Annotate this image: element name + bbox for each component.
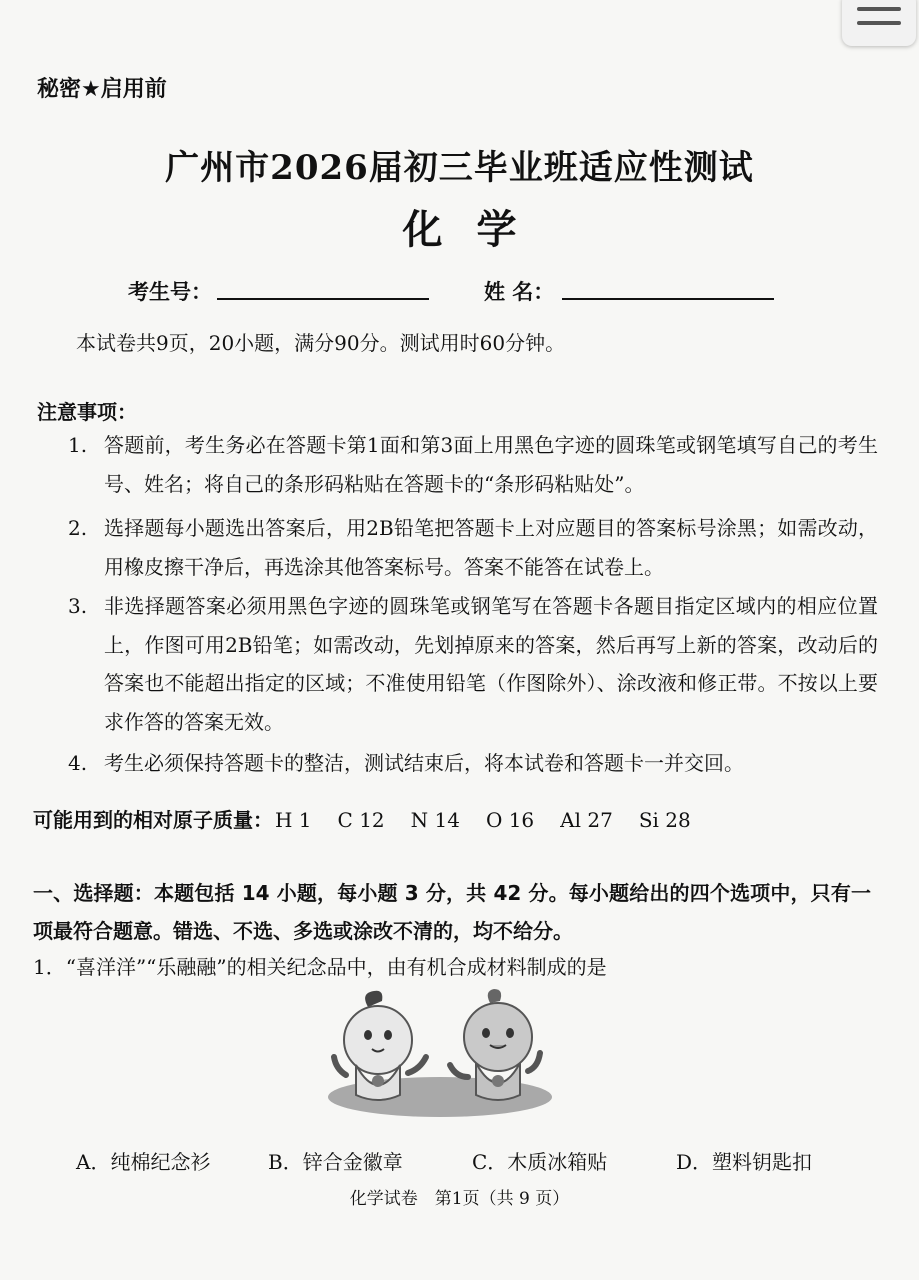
notice-item-number: 4. [68, 751, 88, 775]
name-label: 姓 名： [484, 279, 555, 304]
option-a: A．纯棉纪念衫 [76, 1150, 211, 1174]
option-b: B．锌合金徽章 [268, 1150, 403, 1174]
notice-item [68, 587, 878, 741]
notice-item [68, 509, 878, 586]
notice-item [68, 426, 878, 503]
exam-number-label: 考生号： [128, 279, 212, 304]
option-d: D．塑料钥匙扣 [676, 1150, 813, 1174]
notice-item-text: 选择题每小题选出答案后，用2B铅笔把答题卡上对应题目的答案标号涂黑；如需改动，用橡皮擦干净后，再选涂其他答案标号。答案不能答在试卷上。 [104, 516, 878, 579]
name-line [562, 298, 774, 300]
section-1-instructions: 一、选择题：本题包括 14 小题，每小题 3 分，共 42 分。每小题给出的四个选项中，只有一项最符合题意。错选、不选、多选或涂改不清的，均不给分。 [33, 881, 871, 943]
notice-item-text: 非选择题答案必须用黑色字迹的圆珠笔或钢笔写在答题卡各题目指定区域内的相应位置上，作图可用2B铅笔；如需改动，先划掉原来的答案，然后再写上新的答案，改动后的答案也不能超出指定的区域；不准使用铅笔（作图除外）、涂改液和修正带。不按以上要求作答的答案无效。 [104, 594, 878, 734]
exam-title: 广州市2026届初三毕业班适应性测试 [165, 148, 754, 188]
notice-heading: 注意事项： [37, 400, 137, 424]
atomic-mass: H 1 [275, 808, 312, 832]
notice-item-text: 考生必须保持答题卡的整洁，测试结束后，将本试卷和答题卡一并交回。 [104, 751, 744, 775]
mascot-image [328, 985, 553, 1120]
confidential-label: 秘密★启用前 [37, 77, 167, 102]
option-c: C．木质冰箱贴 [472, 1150, 608, 1174]
question-1-stem: 1．“喜洋洋”“乐融融”的相关纪念品中，由有机合成材料制成的是 [33, 955, 607, 979]
notice-item-number: 1. [68, 433, 88, 457]
menu-button[interactable] [842, 0, 916, 46]
exam-number-line [217, 298, 429, 300]
notice-item-number: 2. [68, 516, 88, 540]
atomic-mass: C 12 [337, 808, 385, 832]
atomic-mass: Si 28 [638, 808, 691, 832]
atomic-mass: Al 27 [560, 808, 613, 832]
atomic-masses-label: 可能用到的相对原子质量： [33, 808, 273, 832]
atomic-masses [33, 804, 691, 833]
atomic-mass: N 14 [410, 808, 460, 832]
notice-item-text: 答题前，考生务必在答题卡第1面和第3面上用黑色字迹的圆珠笔或钢笔填写自己的考生号、姓名；将自己的条形码粘贴在答题卡的“条形码粘贴处”。 [104, 433, 878, 496]
menu-icon-bar [857, 21, 901, 25]
menu-icon [857, 7, 901, 11]
page-footer: 化学试卷 第1页（共 9 页） [349, 1189, 570, 1209]
subject-title: 化学 [402, 206, 551, 253]
notice-item [68, 744, 878, 783]
exam-intro: 本试卷共9页，20小题，满分90分。测试用时60分钟。 [76, 331, 566, 355]
atomic-mass: O 16 [485, 808, 535, 832]
notice-item-number: 3. [68, 594, 88, 618]
